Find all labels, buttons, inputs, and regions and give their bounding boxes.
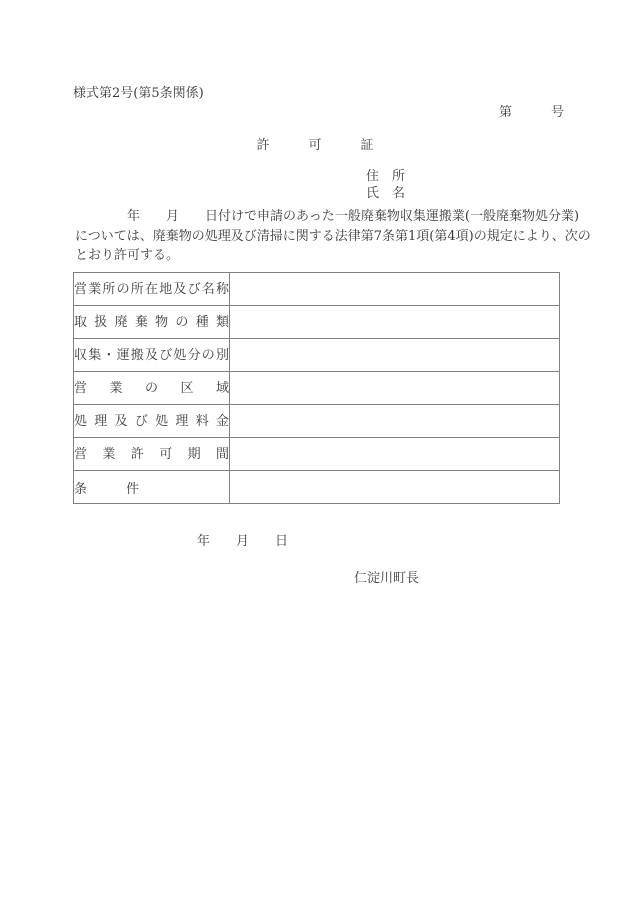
row-label-text: 収集・運搬及び処分の別: [74, 347, 229, 363]
row-label-waste-types: [74, 306, 230, 339]
document-number: 第 号: [499, 105, 565, 120]
row-label-text: 条 件: [74, 481, 140, 497]
certificate-title: 許 可 証: [256, 138, 374, 153]
body-line-2: については、廃棄物の処理及び清掃に関する法律第7条第1項(第4項)の規定により、次の: [75, 228, 591, 244]
row-label-permit-period: [74, 438, 230, 471]
table-row: [74, 273, 560, 306]
row-value-business-area: [230, 372, 560, 405]
table-row: [74, 372, 560, 405]
row-value-collection-transport-disposal: [230, 339, 560, 372]
table-row: [74, 405, 560, 438]
row-label-treatment-fees: [74, 405, 230, 438]
table-row: [74, 471, 560, 504]
row-value-conditions: [230, 471, 560, 504]
row-label-office-location: [74, 273, 230, 306]
row-value-office-location: [230, 273, 560, 306]
row-label-business-area: [74, 372, 230, 405]
row-value-permit-period: [230, 438, 560, 471]
row-label-text: 営業許可期間: [74, 446, 229, 462]
row-value-treatment-fees: [230, 405, 560, 438]
table-row: [74, 438, 560, 471]
row-label-collection-transport-disposal: [74, 339, 230, 372]
body-paragraph: [75, 207, 591, 266]
name-label: 氏 名: [366, 186, 406, 201]
row-value-waste-types: [230, 306, 560, 339]
issue-date-line: 年 月 日: [197, 534, 289, 549]
form-number-label: 様式第2号(第5条関係): [73, 86, 204, 101]
body-line-3: とおり許可する。: [75, 248, 180, 263]
body-line-1: 年 月 日付けで申請のあった一般廃棄物収集運搬業(一般廃棄物処分業): [75, 209, 580, 224]
row-label-text: 営業所の所在地及び名称: [74, 281, 229, 297]
row-label-text: 処理及び処理料金: [74, 413, 229, 429]
table-row: [74, 339, 560, 372]
row-label-conditions: [74, 471, 230, 504]
address-label: 住 所: [366, 169, 406, 184]
permit-table: [73, 272, 560, 504]
signer-title: 仁淀川町長: [354, 571, 420, 586]
row-label-text: 営業の区域: [74, 380, 229, 396]
table-row: [74, 306, 560, 339]
row-label-text: 取扱廃棄物の種類: [74, 314, 229, 330]
